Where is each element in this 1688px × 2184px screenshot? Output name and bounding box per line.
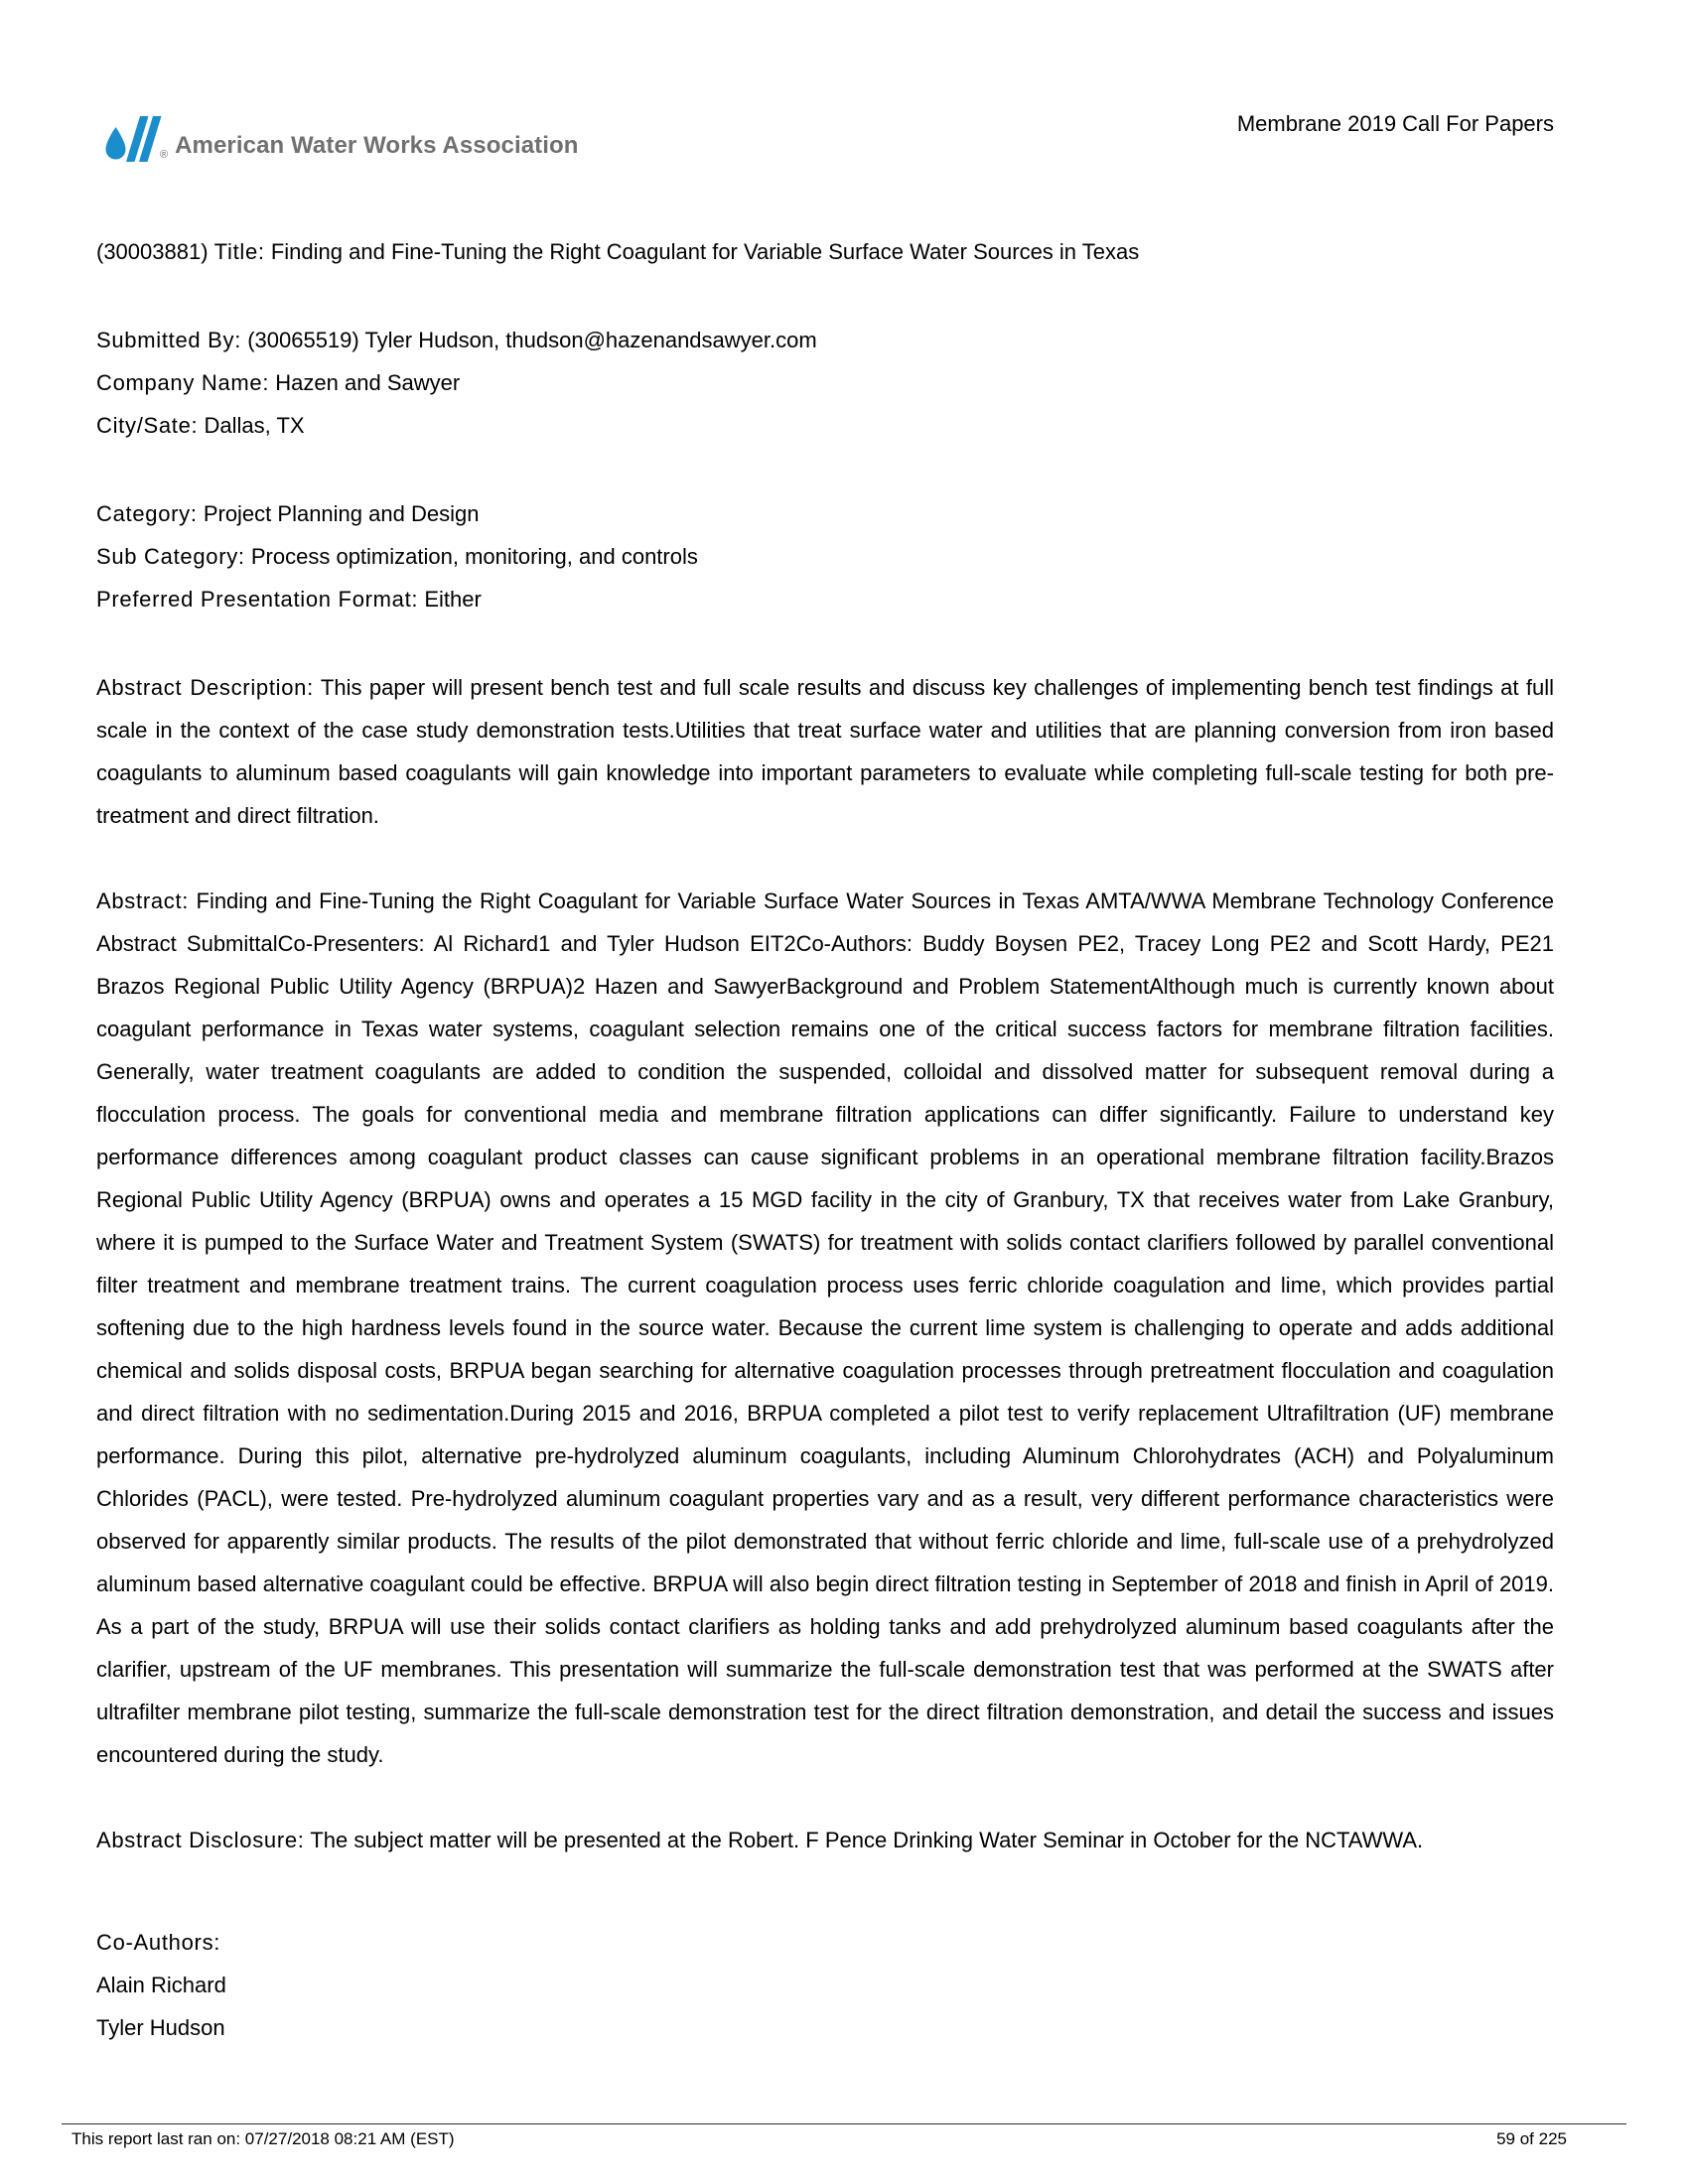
submission-title-line <box>96 230 1554 273</box>
field-sub-category <box>96 535 1554 578</box>
awwa-logo <box>102 116 579 162</box>
field-submitted-by <box>96 319 1554 361</box>
abstract-description-text: This paper will present bench test and full scale results and discuss key challenges of implementing bench test findings at full scale in the context of the case study demonstration tests.Utilities that treat surface water and utilities that are planning conversion from iron based coagulants to aluminum based coagulants will gain knowledge into important parameters to evaluate while completing full-scale testing for both pre-treatment and direct filtration. <box>96 675 1554 828</box>
co-authors-label: Co-Authors: <box>96 1930 221 1955</box>
submission-title: Finding and Fine-Tuning the Right Coagulant for Variable Surface Water Sources in Texas <box>270 239 1140 264</box>
abstract-text: Finding and Fine-Tuning the Right Coagulant for Variable Surface Water Sources in Texas AMTA/WWA Membrane Technology Conference Abstract SubmittalCo-Presenters: Al Richard1 and Tyler Hudson EIT2Co-Authors: Buddy Boysen PE2, Tracey Long PE2 and Scott Hardy, PE21 Brazos Regional Public Utility Agency (BRPUA)2 Hazen and SawyerBackground and Problem StatementAlthough much is currently known about coagulant performance in Texas water systems, coagulant selection remains one of the critical success factors for membrane filtration facilities. Generally, water treatment coagulants are added to condition the suspended, colloidal and dissolved matter for subsequent removal during a flocculation process. The goals for conventional media and membrane filtration applications can differ significantly. Failure to understand key performance differences among coagulant product classes can cause significant problems in an operational membrane filtration facility.Brazos Regional Public Utility Agency (BRPUA) owns and operates a 15 MGD facility in the city of Granbury, TX that receives water from Lake Granbury, where it is pumped to the Surface Water and Treatment System (SWATS) for treatment with solids contact clarifiers followed by parallel conventional filter treatment and membrane treatment trains. The current coagulation process uses ferric chloride coagulation and lime, which provides partial softening due to the high hardness levels found in the source water. Because the current lime system is challenging to operate and adds additional chemical and solids disposal costs, BRPUA began searching for alternative coagulation processes through pretreatment flocculation and coagulation and direct filtration with no sedimentation.During 2015 and 2016, BRPUA completed a pilot test to verify replacement Ultrafiltration (UF) membrane performance. During this pilot, alternative pre-hydrolyzed aluminum coagulants, including Aluminum Chlorohydrates (ACH) and Polyaluminum Chlorides (PACL), were tested. Pre-hydrolyzed aluminum coagulant properties vary and as a result, very different performance characteristics were observed for apparently similar products. The results of the pilot demonstrated that without ferric chloride and lime, full-scale use of a prehydrolyzed aluminum based alternative coagulant could be effective. BRPUA will also begin direct filtration testing in September of 2018 and finish in April of 2019. As a part of the study, BRPUA will use their solids contact clarifiers as holding tanks and add prehydrolyzed aluminum based coagulants after the clarifier, upstream of the UF membranes. This presentation will summarize the full-scale demonstration test that was performed at the SWATS after ultrafilter membrane pilot testing, summarize the full-scale demonstration test for the direct filtration demonstration, and detail the success and issues encountered during the study. <box>96 888 1554 1767</box>
city-state-label: City/Sate: <box>96 413 199 438</box>
sub-category-value: Process optimization, monitoring, and controls <box>250 544 698 569</box>
submitted-by-value: (30065519) Tyler Hudson, thudson@hazenandsawyer.com <box>247 328 817 352</box>
submitted-by-label: Submitted By: <box>96 328 242 352</box>
presentation-format-value: Either <box>424 587 482 612</box>
awwa-drop-icon <box>102 116 164 162</box>
co-author-name: Tyler Hudson <box>96 2015 225 2040</box>
page-number: 59 of 225 <box>1496 2129 1567 2148</box>
awwa-logo-text: American Water Works Association <box>175 132 579 159</box>
title-label: Title: <box>213 239 265 264</box>
abstract-report-body <box>96 230 1554 2049</box>
submission-id: (30003881) <box>96 239 209 264</box>
page-footer <box>62 2123 1626 2149</box>
presentation-format-label: Preferred Presentation Format: <box>96 587 419 612</box>
field-category <box>96 492 1554 535</box>
sub-category-label: Sub Category: <box>96 544 245 569</box>
field-presentation-format <box>96 578 1554 620</box>
company-name-value: Hazen and Sawyer <box>275 370 461 395</box>
category-label: Category: <box>96 501 198 526</box>
field-company-name <box>96 361 1554 404</box>
company-name-label: Company Name: <box>96 370 270 395</box>
report-last-ran-text: This report last ran on: 07/27/2018 08:21 AM (EST) <box>71 2129 455 2148</box>
abstract-description-label: Abstract Description: <box>96 675 314 700</box>
report-title: Membrane 2019 Call For Papers <box>1236 111 1554 136</box>
field-city-state <box>96 404 1554 447</box>
abstract-description-paragraph <box>96 666 1554 837</box>
abstract-paragraph <box>96 880 1554 1776</box>
abstract-label: Abstract: <box>96 888 190 913</box>
co-author-name: Alain Richard <box>96 1973 226 1997</box>
abstract-disclosure-label: Abstract Disclosure: <box>96 1828 305 1852</box>
abstract-disclosure-text: The subject matter will be presented at the Robert. F Pence Drinking Water Seminar in October for the NCTAWWA. <box>310 1828 1424 1852</box>
abstract-disclosure-paragraph <box>96 1819 1554 1861</box>
category-value: Project Planning and Design <box>203 501 480 526</box>
city-state-value: Dallas, TX <box>204 413 305 438</box>
registered-trademark-symbol: ® <box>160 149 169 161</box>
